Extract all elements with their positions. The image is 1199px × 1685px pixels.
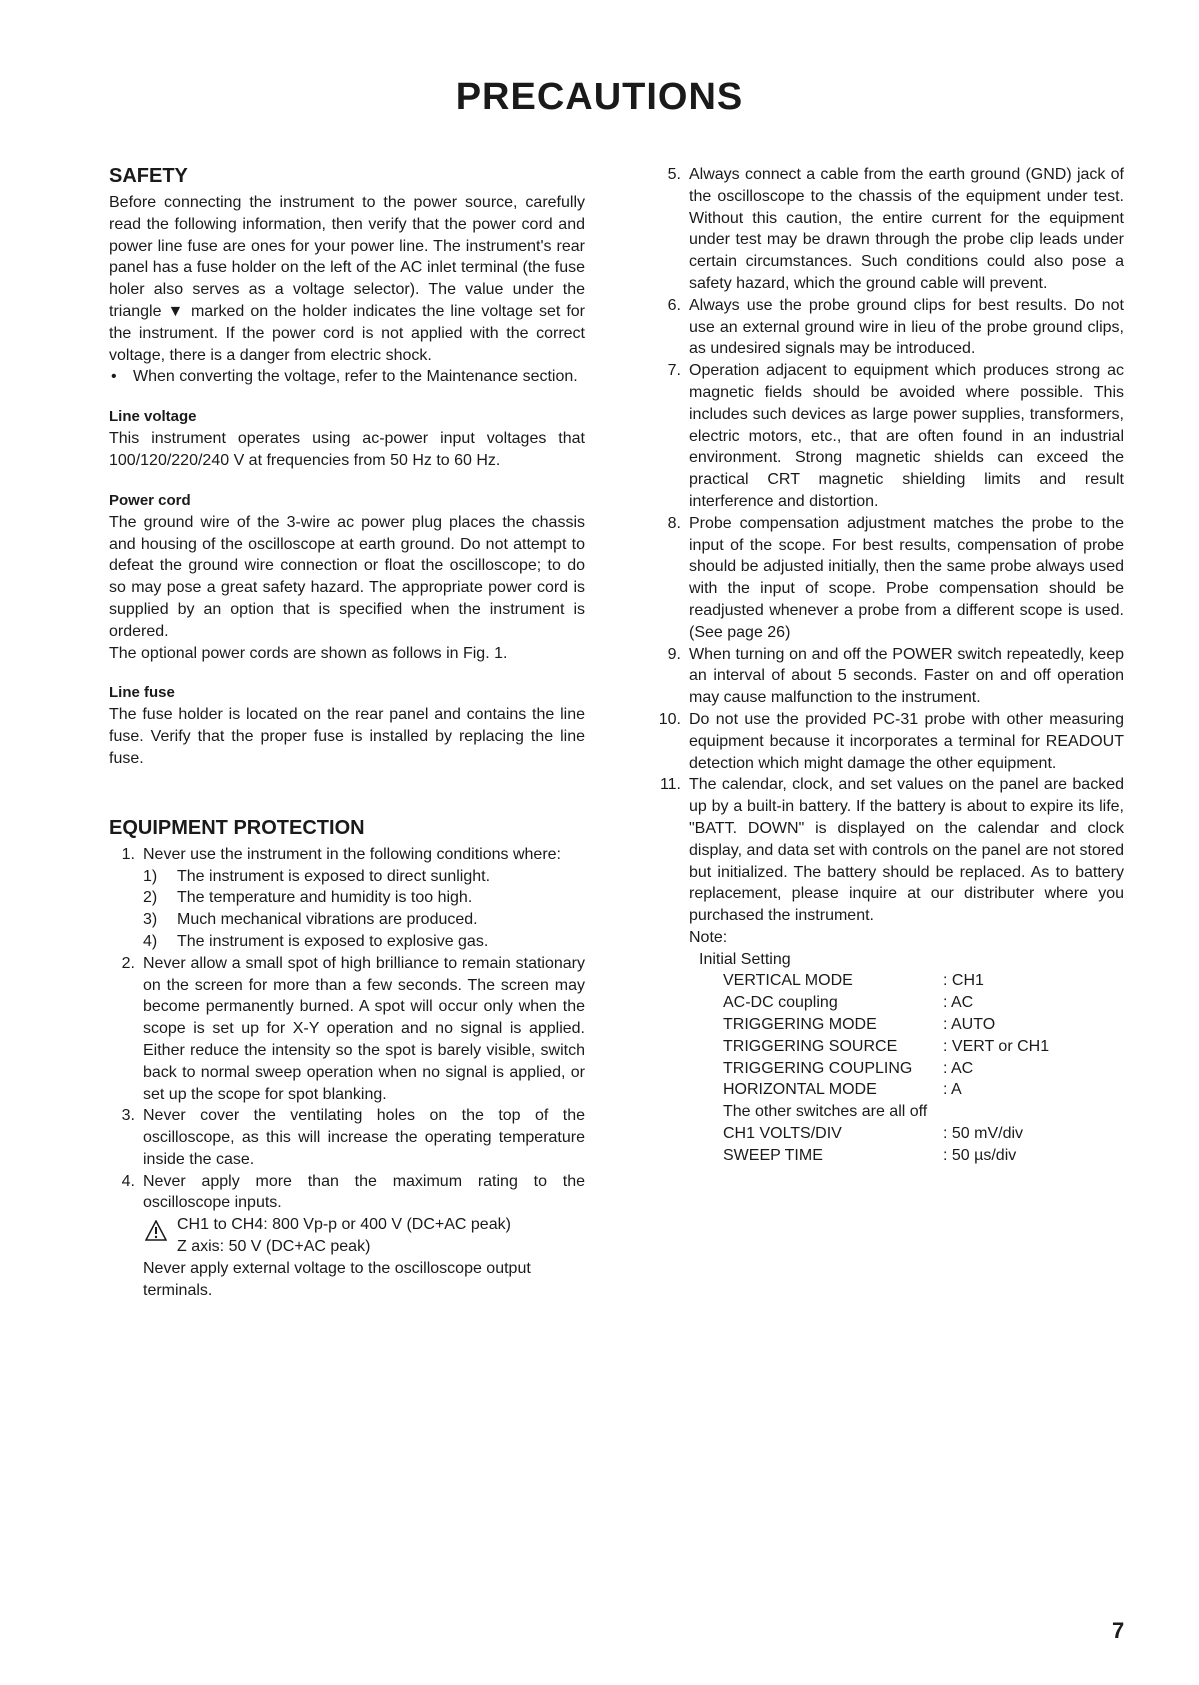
list-item-text: Always use the probe ground clips for best results. Do not use an external ground wire in lieu of the probe ground clips, as undesired signals may be introduced. — [689, 296, 1124, 358]
list-item — [109, 1105, 585, 1170]
condition-text: The temperature and humidity is too high. — [177, 889, 473, 907]
list-item-text: Never use the instrument in the following conditions where: — [143, 845, 561, 863]
voltage-ratings — [109, 1214, 585, 1258]
list-item-text: Do not use the provided PC-31 probe with other measuring equipment because it incorporates a terminal for READOUT detection which might damage the other equipment. — [689, 710, 1124, 772]
list-item — [655, 360, 1124, 513]
setting-key: CH1 VOLTS/DIV — [723, 1125, 842, 1143]
list-item-number: 10. — [658, 710, 681, 728]
condition-text: Much mechanical vibrations are produced. — [177, 911, 478, 929]
line-voltage-body: This instrument operates using ac-power input voltages that 100/120/220/240 V at frequencies from 50 Hz to 60 Hz. — [109, 430, 585, 469]
other-switches-note: The other switches are all off — [723, 1103, 928, 1121]
condition-text: The instrument is exposed to explosive gas. — [177, 932, 489, 950]
safety-bullet — [109, 366, 585, 388]
setting-value: : AUTO — [943, 1016, 996, 1034]
rating-z-axis: Z axis: 50 V (DC+AC peak) — [177, 1238, 371, 1256]
initial-setting-label: Initial Setting — [699, 950, 791, 968]
list-item — [109, 953, 585, 1106]
left-column — [109, 164, 585, 1301]
list-item-text: Never allow a small spot of high brilliance to remain stationary on the screen for more than a few seconds. The screen may become permanently burned. A spot will occur only when the scope is set up for X-Y operation and no signal is applied. Either reduce the intensity so the spot is barely visible, switch back to normal sweep operation when no signal is applied, or set up the scope for spot blanking. — [143, 954, 585, 1103]
output-terminal-warning: Never apply external voltage to the oscilloscope output terminals. — [143, 1259, 531, 1299]
list-item — [655, 295, 1124, 360]
setting-key: TRIGGERING SOURCE — [723, 1037, 898, 1055]
line-fuse-heading: Line fuse — [109, 684, 175, 702]
list-item-text: The calendar, clock, and set values on the panel are backed up by a built-in battery. If the battery is about to expire its life, "BATT. DOWN" is displayed on the calendar and clock display, and data set with controls on the panel are not stored but initialized. The battery should be replaced. As to battery replacement, please inquire at our distributer where you purchased the instrument. — [689, 776, 1124, 925]
list-item-text: Operation adjacent to equipment which produces strong ac magnetic fields should be avoided where possible. This includes such devices as large power supplies, transformers, electric motors, etc., that are often found in an industrial environment. Strong magnetic shields can exceed the practical CRT magnetic shielding limits and result interference and distortion. — [689, 362, 1124, 510]
list-item — [655, 644, 1124, 709]
list-item-number: 5. — [667, 166, 681, 183]
line-fuse-body: The fuse holder is located on the rear panel and contains the line fuse. Verify that the proper fuse is installed by replacing the line fuse. — [109, 706, 585, 767]
list-item — [655, 164, 1124, 295]
condition-item — [109, 866, 585, 888]
right-column — [655, 164, 1124, 1167]
list-item — [655, 774, 1124, 927]
list-item-number: 1. — [121, 845, 135, 863]
safety-body: Before connecting the instrument to the power source, carefully read the following information, then verify that the power cord and power line fuse are ones for your power line. The instrument's rear panel has a fuse holder on the left of the AC inlet terminal (the fuse holer also serves as a voltage selector). The value under the triangle ▼ marked on the holder indicates the line voltage set for the instrument. If the power cord is not applied with the correct voltage, there is a danger from electric shock. — [109, 194, 585, 364]
list-item-number: 9. — [667, 645, 681, 663]
list-item-number: 3. — [121, 1107, 135, 1125]
list-item-text: When turning on and off the POWER switch repeatedly, keep an interval of about 5 seconds. Faster on and off operation may cause malfunction to the instrument. — [689, 645, 1124, 707]
list-item — [655, 709, 1124, 774]
list-item — [109, 844, 585, 866]
condition-number: 3) — [143, 911, 158, 929]
warning-triangle-icon — [145, 1220, 167, 1242]
condition-text: The instrument is exposed to direct sunlight. — [177, 867, 491, 885]
condition-number: 2) — [143, 889, 158, 907]
setting-row — [655, 1145, 1124, 1167]
setting-key: VERTICAL MODE — [723, 972, 853, 990]
list-item-number: 6. — [667, 296, 681, 314]
setting-row — [655, 1079, 1124, 1101]
setting-value: : A — [943, 1081, 962, 1099]
list-item-number: 11. — [659, 776, 681, 794]
setting-row — [655, 1036, 1124, 1058]
condition-item — [109, 887, 585, 909]
bullet-icon: • — [111, 368, 117, 386]
setting-row — [655, 992, 1124, 1014]
condition-item — [109, 931, 585, 953]
line-voltage-heading: Line voltage — [109, 408, 197, 426]
list-item-text: Never cover the ventilating holes on the top of the oscilloscope, as this will increase the operating temperature inside the case. — [143, 1107, 585, 1168]
setting-key: HORIZONTAL MODE — [723, 1081, 877, 1099]
safety-heading: SAFETY — [109, 165, 188, 187]
list-item-number: 4. — [121, 1172, 135, 1190]
setting-key: SWEEP TIME — [723, 1146, 823, 1164]
rating-ch1-ch4: CH1 to CH4: 800 Vp-p or 400 V (DC+AC peak) — [177, 1216, 511, 1234]
setting-value: : AC — [943, 1059, 974, 1077]
list-item-number: 2. — [121, 954, 135, 972]
setting-value: : 50 mV/div — [943, 1125, 1024, 1143]
setting-value: : CH1 — [943, 972, 984, 990]
equipment-protection-heading: EQUIPMENT PROTECTION — [109, 816, 365, 839]
list-item — [109, 1171, 585, 1215]
power-cord-note: The optional power cords are shown as follows in Fig. 1. — [109, 644, 508, 662]
condition-item — [109, 909, 585, 931]
condition-number: 4) — [143, 932, 158, 950]
setting-value: : AC — [943, 994, 974, 1012]
setting-key: TRIGGERING MODE — [723, 1016, 877, 1034]
note-label: Note: — [689, 928, 728, 946]
setting-row — [655, 1014, 1124, 1036]
power-cord-body: The ground wire of the 3-wire ac power plug places the chassis and housing of the oscilloscope at earth ground. Do not attempt to defeat the ground wire connection or float the oscilloscope; to do so may pose a great safety hazard. The appropriate power cord is supplied by an option that is specified when the instrument is ordered. — [109, 513, 585, 640]
power-cord-heading: Power cord — [109, 491, 191, 509]
list-item-number: 7. — [667, 362, 681, 380]
condition-number: 1) — [143, 867, 158, 885]
list-item-text: Probe compensation adjustment matches the probe to the input of the scope. For best results, compensation of probe should be adjusted initially, then the same probe always used with the input of scope. Probe compensation should be readjusted whenever a probe from a different scope is used. (See page 26) — [689, 514, 1124, 641]
list-item-text: Always connect a cable from the earth ground (GND) jack of the oscilloscope to the chassis of the equipment under test. Without this caution, the entire current for the equipment under test may be drawn through the probe clip leads under certain circumstances. Such conditions could also pose a safety hazard, which the ground cable will prevent. — [689, 166, 1124, 292]
setting-row — [655, 1058, 1124, 1080]
list-item — [655, 513, 1124, 644]
list-item-number: 8. — [667, 514, 681, 532]
setting-key: TRIGGERING COUPLING — [723, 1059, 913, 1077]
setting-row — [655, 970, 1124, 992]
page-number: 7 — [1112, 1618, 1125, 1643]
setting-key: AC-DC coupling — [723, 994, 838, 1012]
page-title: PRECAUTIONS — [455, 76, 744, 118]
setting-value: : VERT or CH1 — [943, 1037, 1050, 1055]
safety-bullet-text: When converting the voltage, refer to the Maintenance section. — [133, 368, 578, 386]
list-item-text: Never apply more than the maximum rating to the oscilloscope inputs. — [143, 1172, 585, 1212]
setting-value: : 50 µs/div — [943, 1146, 1017, 1164]
setting-row — [655, 1123, 1124, 1145]
